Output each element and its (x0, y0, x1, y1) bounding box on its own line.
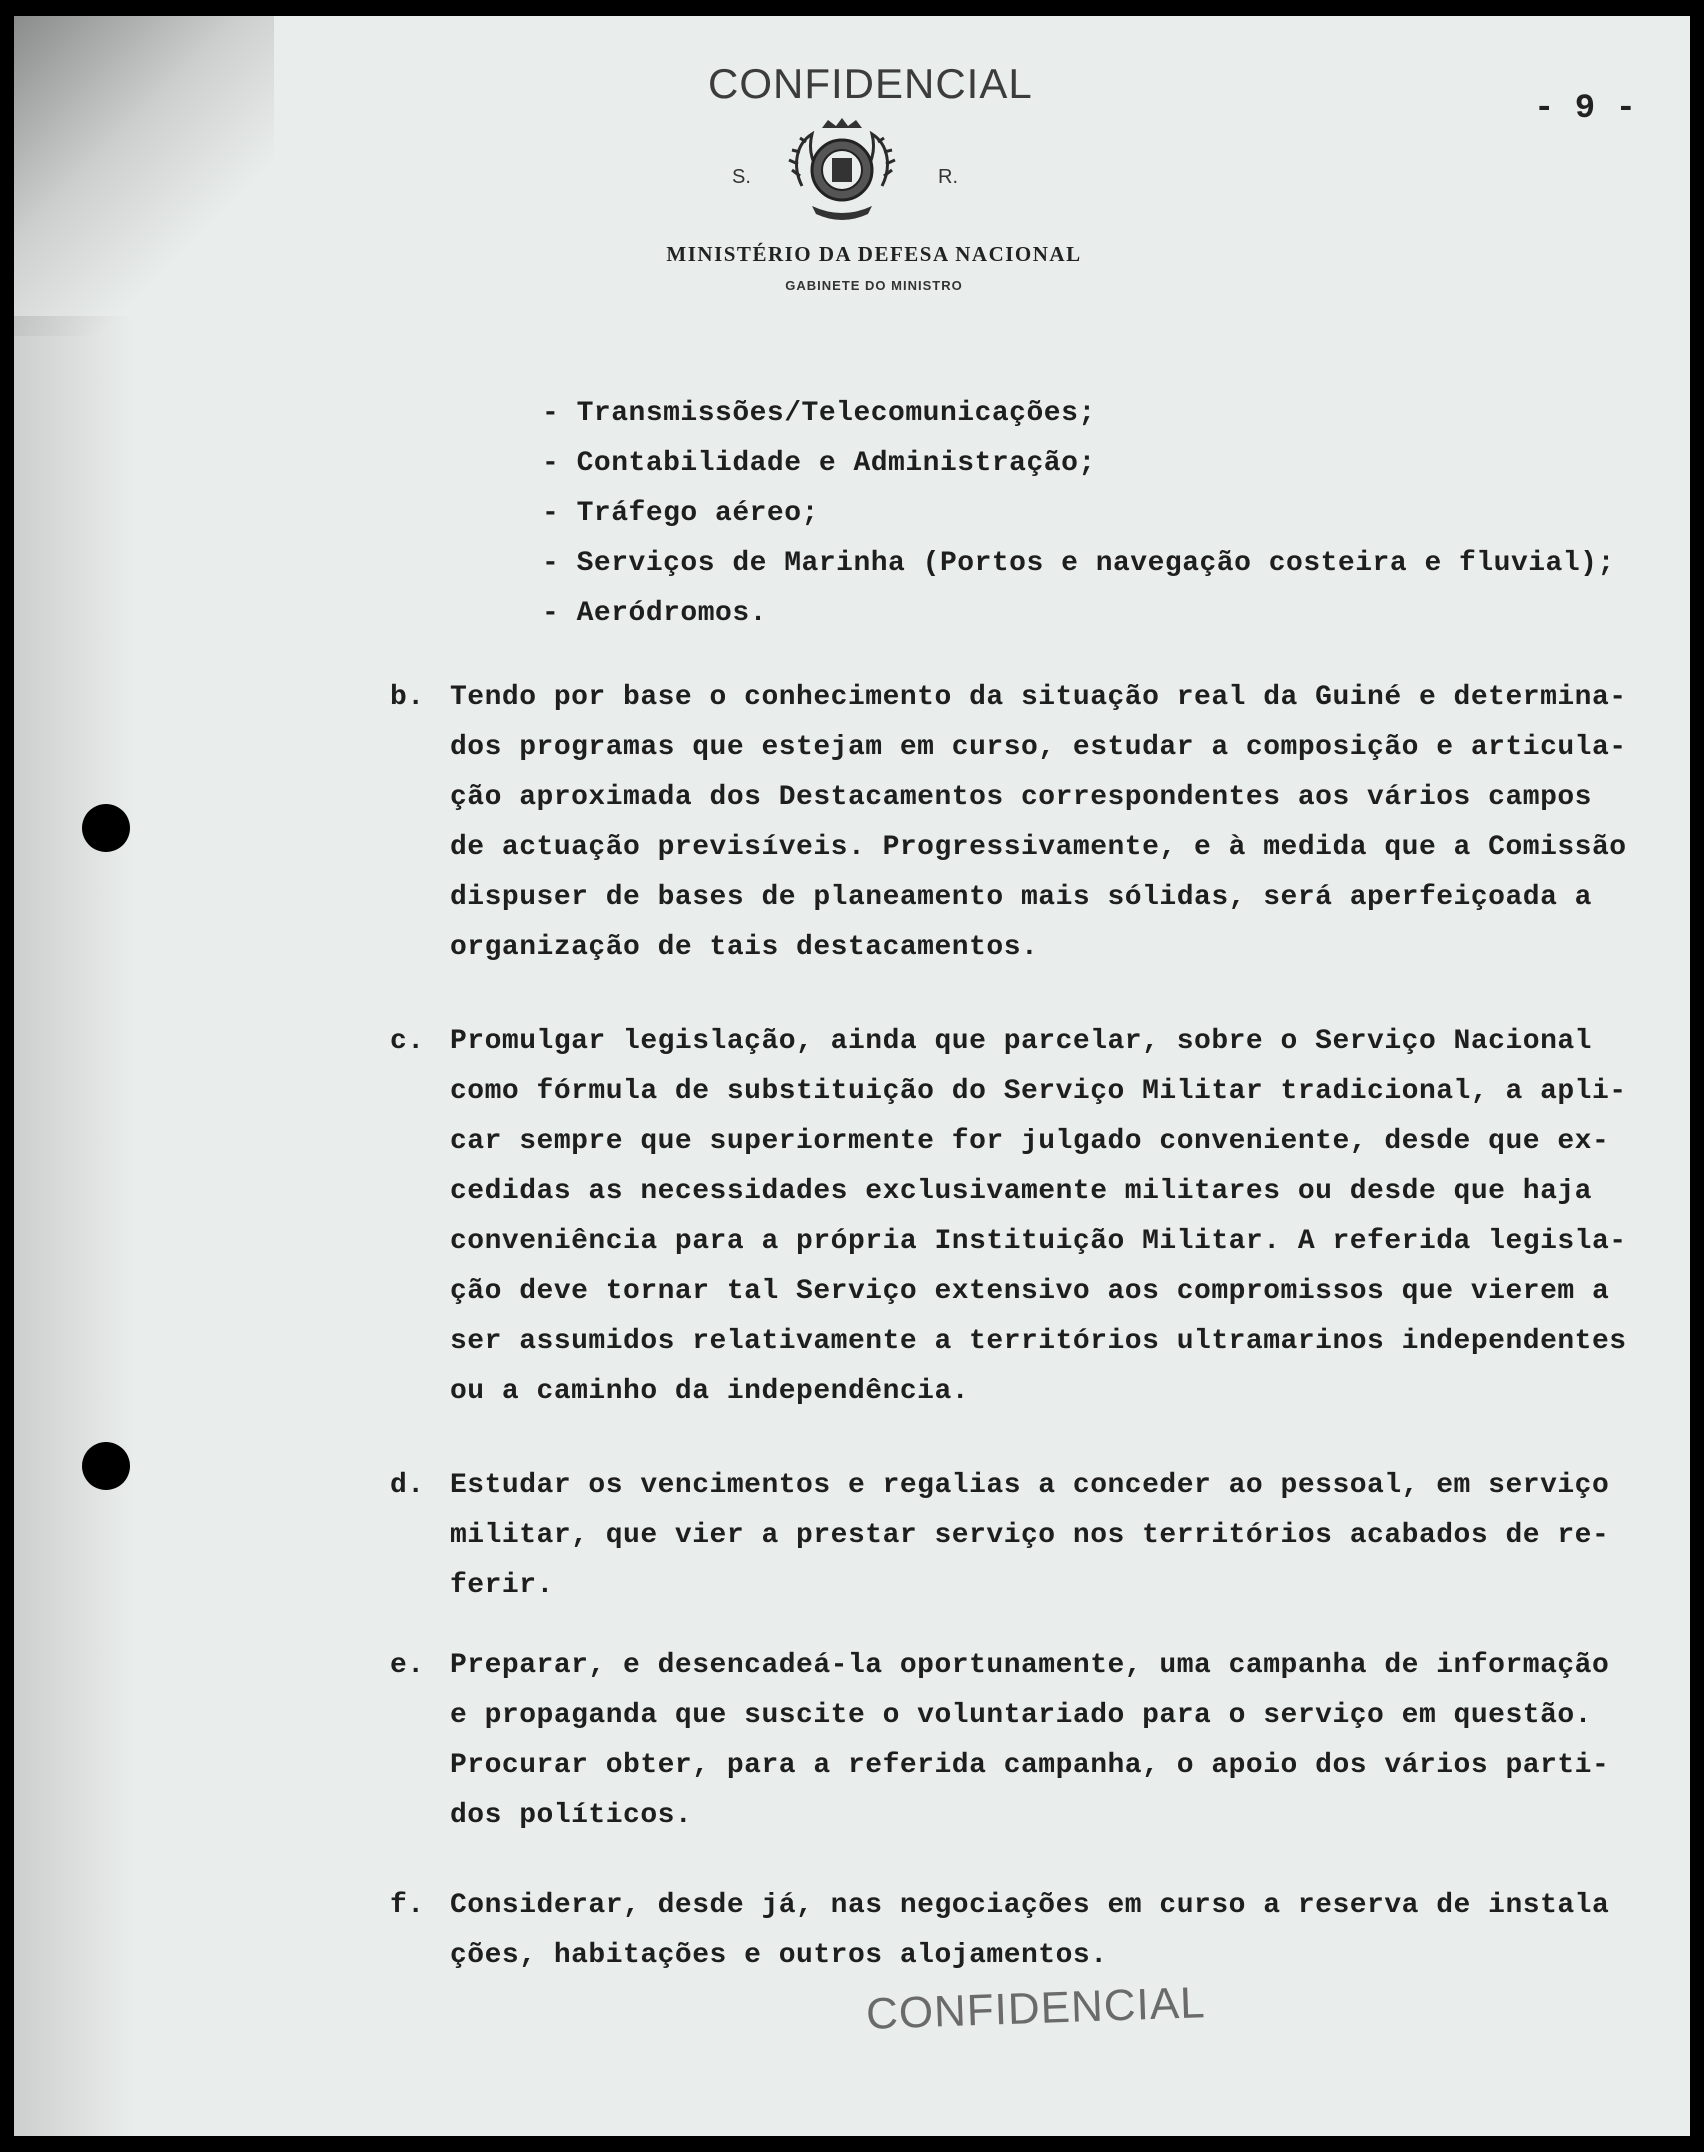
list-item: - Transmissões/Telecomunicações; (542, 398, 1096, 429)
item-c-line: Promulgar legislação, ainda que parcelar, sobre o Serviço Nacional (450, 1026, 1592, 1057)
item-label-c: c. (390, 1026, 425, 1057)
list-item: - Serviços de Marinha (Portos e navegação costeira e fluvial); (542, 548, 1615, 579)
page-edge-shadow (14, 316, 134, 2136)
seal-letter-s: S. (732, 166, 751, 188)
list-item: - Aeródromos. (542, 598, 767, 629)
item-c-line: conveniência para a própria Instituição Militar. A referida legisla- (450, 1226, 1627, 1257)
item-label-e: e. (390, 1650, 425, 1681)
confidential-stamp-top: CONFIDENCIAL (708, 60, 1033, 107)
punch-hole (82, 1442, 130, 1490)
item-b-line: ção aproximada dos Destacamentos correspondentes aos vários campos (450, 782, 1592, 813)
item-d-line: ferir. (450, 1570, 554, 1601)
document-page (14, 16, 1690, 2136)
item-f-line: ções, habitações e outros alojamentos. (450, 1940, 1108, 1971)
item-c-line: cedidas as necessidades exclusivamente militares ou desde que haja (450, 1176, 1592, 1207)
punch-hole (82, 804, 130, 852)
seal-letter-r: R. (938, 166, 958, 188)
coat-of-arms-icon (782, 116, 902, 226)
item-label-f: f. (390, 1890, 425, 1921)
item-c-line: car sempre que superiormente for julgado conveniente, desde que ex- (450, 1126, 1610, 1157)
list-item: - Contabilidade e Administração; (542, 448, 1096, 479)
item-e-line: Preparar, e desencadeá-la oportunamente, uma campanha de informação (450, 1650, 1610, 1681)
item-b-line: dispuser de bases de planeamento mais sólidas, será aperfeiçoada a (450, 882, 1592, 913)
item-b-line: de actuação previsíveis. Progressivamente, e à medida que a Comissão (450, 832, 1627, 863)
item-c-line: como fórmula de substituição do Serviço Militar tradicional, a apli- (450, 1076, 1627, 1107)
cabinet-subtitle: GABINETE DO MINISTRO (785, 278, 963, 293)
item-f-line: Considerar, desde já, nas negociações em curso a reserva de instala (450, 1890, 1610, 1921)
item-d-line: Estudar os vencimentos e regalias a conceder ao pessoal, em serviço (450, 1470, 1610, 1501)
page-shadow (14, 16, 274, 336)
ministry-title: MINISTÉRIO DA DEFESA NACIONAL (666, 242, 1082, 266)
item-b-line: Tendo por base o conhecimento da situação real da Guiné e determina- (450, 682, 1627, 713)
item-e-line: e propaganda que suscite o voluntariado para o serviço em questão. (450, 1700, 1592, 1731)
item-label-b: b. (390, 682, 425, 713)
item-c-line: ção deve tornar tal Serviço extensivo aos compromissos que vierem a (450, 1276, 1610, 1307)
item-label-d: d. (390, 1470, 425, 1501)
item-c-line: ou a caminho da independência. (450, 1376, 970, 1407)
item-c-line: ser assumidos relativamente a territórios ultramarinos independentes (450, 1326, 1627, 1357)
page-number: - 9 - (1534, 90, 1637, 128)
item-b-line: organização de tais destacamentos. (450, 932, 1039, 963)
item-e-line: dos políticos. (450, 1800, 693, 1831)
item-e-line: Procurar obter, para a referida campanha, o apoio dos vários parti- (450, 1750, 1610, 1781)
confidential-stamp-bottom: CONFIDENCIAL (865, 1978, 1207, 2039)
item-b-line: dos programas que estejam em curso, estudar a composição e articula- (450, 732, 1627, 763)
item-d-line: militar, que vier a prestar serviço nos territórios acabados de re- (450, 1520, 1610, 1551)
list-item: - Tráfego aéreo; (542, 498, 819, 529)
